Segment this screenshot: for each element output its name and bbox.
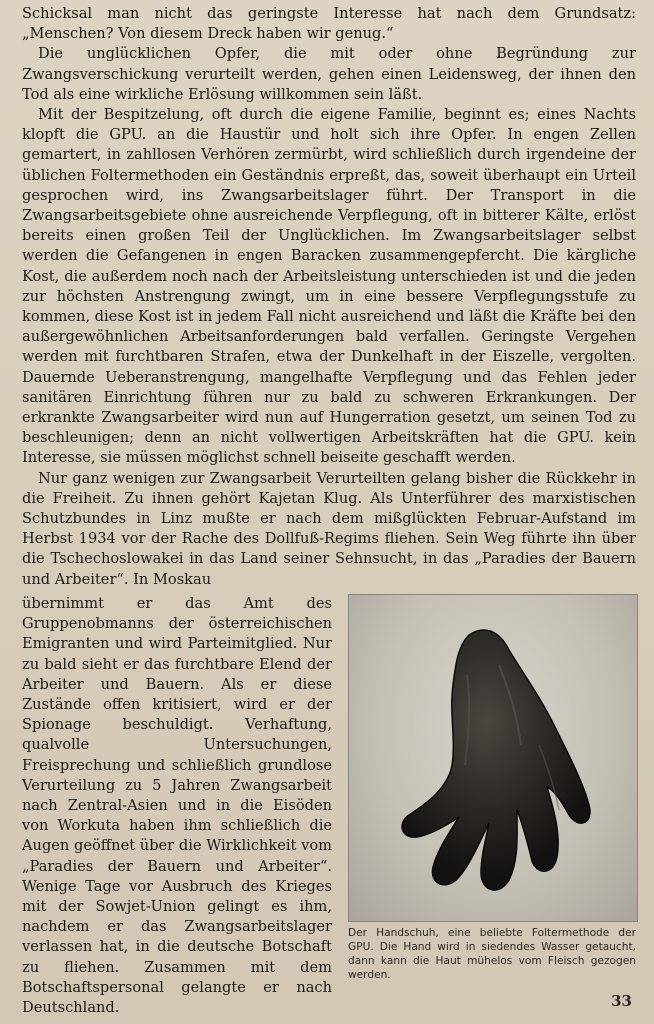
paragraph-3: Mit der Bespitzelung, oft durch die eigene Familie, beginnt es; eines Nachts klopft die GPU. an die Haustür und holt sich ihre Opfer. In engen Zellen gemartert, in zahllosen Verhören zermürbt, wird schließlich durch irgendeine der üblichen Foltermethoden ein Geständnis erpreßt, das, soweit überhaupt ein Urteil gesprochen wird, ins Zwangsarbeitslager führt. Der Transport in die Zwangsarbeitsgebiete ohne ausreichende Verpflegung, oft in bitterer Kälte, erlöst bereits einen großen Teil der Unglücklichen. Im Zwangsarbeitslager selbst werden die Gefangenen in engen Baracken zusammengepfercht. Die kärgliche Kost, die außerdem noch nach der Arbeitsleistung unterschieden ist und die jeden zur höchsten Anstrengung zwingt, um in eine bessere Verpflegungsstufe zu kommen, diese Kost ist in jedem Fall nicht ausreichend und läßt die Kräfte bei den außergewöhnlichen Arbeitsanforderungen bald verfallen. Geringste Vergehen werden mit furchtbaren Strafen, etwa der Dunkelhaft in der Eiszelle, vergolten. Dauernde Ueberanstrengung, mangelhafte Verpflegung und das Fehlen jeder sanitären Einrichtung führen nur zu bald zu schweren Erkrankungen. Der erkrankte Zwangsarbeiter wird nun auf Hungerration gesetzt, um seinen Tod zu beschleunigen; denn an nicht vollwertigen Arbeitskräften hat die GPU. kein Interesse, sie müssen möglichst schnell beiseite geschafft werden. xyxy=(22,106,636,467)
article-body xyxy=(22,4,636,590)
paragraph-2: Die unglücklichen Opfer, die mit oder ohne Begründung zur Zwangsverschickung verurteilt werden, gehen einen Leidensweg, der ihnen den Tod als eine wirkliche Erlösung willkommen sein läßt. xyxy=(22,45,636,103)
figure xyxy=(348,594,636,982)
paragraph-4: Nur ganz wenigen zur Zwangsarbeit Verurteilten gelang bisher die Rückkehr in die Freiheit. Zu ihnen gehört Kajetan Klug. Als Unterführer des marxistischen Schutzbundes in Linz mußte er nach dem mißglückten Februar-Aufstand im Herbst 1934 vor der Rache des Dollfuß-Regims fliehen. Sein Weg führte ihn über die Tschechoslowakei in das Land seiner Sehnsucht, in das „Paradies der Bauern und Arbeiter“. In Moskau xyxy=(22,469,636,588)
glove-photo xyxy=(348,594,638,922)
paragraph-1: Schicksal man nicht das geringste Interesse hat nach dem Grundsatz: „Menschen? Von diesem Dreck haben wir genug.“ xyxy=(22,5,636,43)
glove-illustration xyxy=(349,595,637,921)
paragraph-5: übernimmt er das Amt des Gruppenobmanns der österreichischen Emigranten und wird Parteimitglied. Nur zu bald sieht er das furchtbare Elend der Arbeiter und Bauern. Als er diese Zustände offen kritisiert, wird er der Spionage beschuldigt. Verhaftung, qualvolle Untersuchungen, Freisprechung und schließlich grundlose Verurteilung zu 5 Jahren Zwangsarbeit nach Zentral-Asien und in die Eisöden von Workuta haben ihm schließlich die Augen geöffnet über die Wirklichkeit vom „Paradies der Bauern und Arbeiter“. Wenige Tage vor Ausbruch des Krieges mit der Sowjet-Union gelingt es ihm, nachdem er das Zwangsarbeitslager verlassen hat, in die deutsche Botschaft zu fliehen. Zusammen mit dem Botschaftspersonal gelangte er nach Deutschland. xyxy=(22,595,332,1017)
figure-caption: Der Handschuh, eine beliebte Foltermethode der GPU. Die Hand wird in siedendes Wasser getaucht, dann kann die Haut mühelos vom Fleisch gezogen werden. xyxy=(348,927,636,981)
page-number: 33 xyxy=(611,992,632,1010)
left-column-text xyxy=(22,594,332,1018)
